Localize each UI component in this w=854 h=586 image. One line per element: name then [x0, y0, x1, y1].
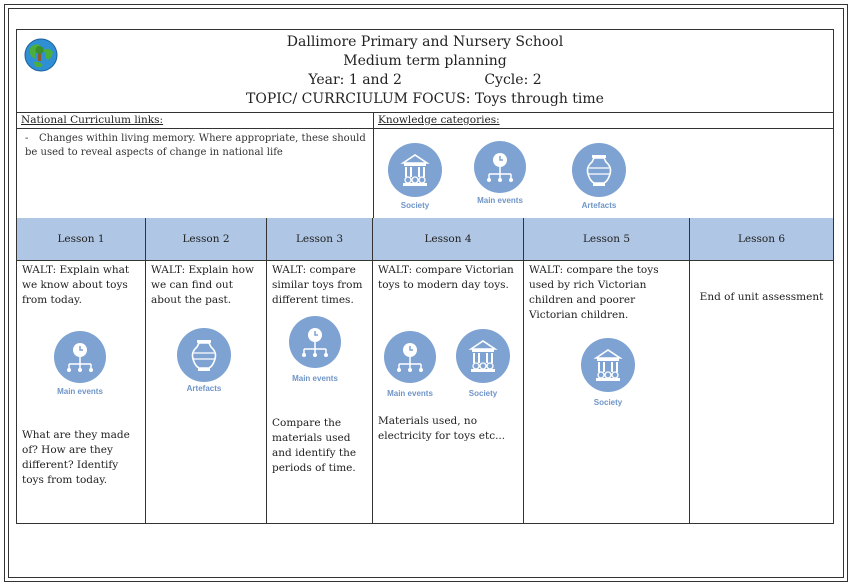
lesson-3-walt: WALT: compare similar toys from different times.	[272, 264, 363, 306]
knowledge-categories-section	[374, 112, 833, 218]
category-caption: Society	[400, 201, 430, 210]
school-logo-globe-icon	[24, 38, 58, 72]
school-name: Dallimore Primary and Nursery School	[286, 34, 564, 50]
lessons-body-row	[17, 261, 833, 523]
society-icon	[456, 329, 510, 383]
lesson-5-society	[581, 338, 635, 407]
icon-caption: Main events	[387, 389, 433, 398]
lesson-3-cell	[267, 261, 373, 523]
icon-caption: Artefacts	[186, 384, 222, 393]
clock-timeline-icon	[384, 331, 436, 383]
national-curriculum-body: Changes within living memory. Where appropriate, these should be used to reveal aspects of change in national life	[25, 133, 366, 158]
lesson-6-end-text: End of unit assessment	[699, 291, 824, 303]
lesson-4-society	[456, 329, 510, 398]
icon-caption: Society	[468, 389, 498, 398]
category-caption: Artefacts	[581, 201, 617, 210]
category-caption: Main events	[477, 196, 523, 205]
lesson-1-main-events	[54, 331, 106, 396]
lesson-5-header: Lesson 5	[524, 218, 690, 260]
lesson-1-walt: WALT: Explain what we know about toys from today.	[22, 264, 130, 306]
category-society	[388, 143, 442, 210]
lesson-6-cell	[690, 261, 833, 523]
icon-caption: Main events	[57, 387, 103, 396]
lesson-1-extra: What are they made of? How are they different? Identify toys from today.	[22, 429, 130, 486]
national-curriculum-text	[17, 129, 373, 160]
lesson-4-main-events	[384, 331, 436, 398]
lesson-2-header: Lesson 2	[146, 218, 267, 260]
lesson-5-cell	[524, 261, 690, 523]
bullet-dash: -	[25, 133, 29, 144]
lesson-1-cell	[17, 261, 146, 523]
vase-icon	[572, 143, 626, 197]
year-label: Year: 1 and 2	[308, 72, 402, 88]
lesson-6-header: Lesson 6	[737, 233, 786, 245]
lesson-5-walt: WALT: compare the toys used by rich Victorian children and poorer Victorian children.	[529, 264, 659, 321]
planning-document	[16, 29, 834, 524]
knowledge-categories-label: Knowledge categories:	[374, 112, 833, 129]
icon-caption: Society	[593, 398, 623, 407]
lesson-2-artefacts	[177, 328, 231, 393]
lesson-3-main-events	[289, 316, 341, 383]
national-curriculum-section	[17, 112, 374, 218]
vase-icon	[177, 328, 231, 382]
lesson-3-extra: Compare the materials used and identify the periods of time.	[272, 417, 357, 474]
category-main-events	[474, 141, 526, 205]
clock-timeline-icon	[54, 331, 106, 383]
icon-caption: Main events	[292, 374, 338, 383]
document-header	[17, 30, 833, 113]
category-artefacts	[572, 143, 626, 210]
lesson-4-header: Lesson 4	[373, 218, 524, 260]
society-icon	[581, 338, 635, 392]
society-icon	[388, 143, 442, 197]
curriculum-row	[17, 112, 833, 219]
clock-timeline-icon	[289, 316, 341, 368]
lesson-2-cell	[146, 261, 267, 523]
lesson-3-header: Lesson 3	[267, 218, 373, 260]
lesson-2-walt: WALT: Explain how we can find out about the past.	[151, 264, 254, 306]
planning-subtitle: Medium term planning	[343, 53, 507, 69]
lessons-header-row	[17, 218, 833, 261]
cycle-label: Cycle: 2	[484, 72, 542, 88]
lesson-4-walt: WALT: compare Victorian toys to modern day toys.	[378, 264, 514, 291]
clock-timeline-icon	[474, 141, 526, 193]
lesson-1-header: Lesson 1	[17, 218, 146, 260]
knowledge-category-icons	[374, 129, 833, 218]
topic-title: TOPIC/ CURRCIULUM FOCUS: Toys through time	[246, 91, 604, 107]
lesson-4-cell	[373, 261, 524, 523]
lesson-4-extra: Materials used, no electricity for toys etc...	[378, 415, 506, 442]
national-curriculum-label: National Curriculum links:	[17, 112, 373, 129]
